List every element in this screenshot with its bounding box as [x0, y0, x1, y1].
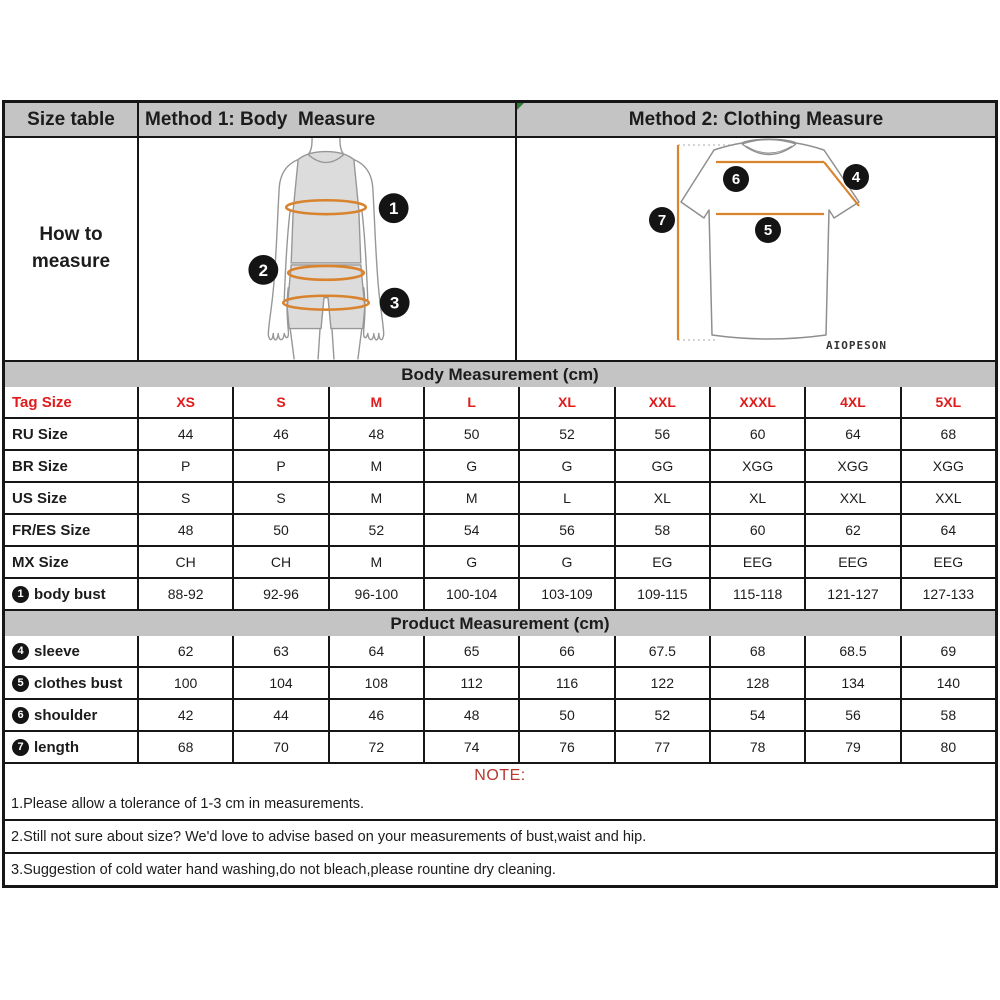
row-label: [5, 547, 137, 577]
svg-text:3: 3: [389, 293, 400, 313]
cell: 104: [232, 668, 327, 698]
cell: 58: [614, 515, 709, 545]
cell: 80: [900, 732, 995, 762]
cell: 52: [614, 700, 709, 730]
cell: 77: [614, 732, 709, 762]
method1-header: Method 1: Body Measure: [137, 103, 515, 136]
table-row: [5, 698, 995, 730]
cell: 68: [137, 732, 232, 762]
cell: 58: [900, 700, 995, 730]
cell: 44: [137, 419, 232, 449]
cell: 48: [137, 515, 232, 545]
note-item: 1.Please allow a tolerance of 1-3 cm in measurements.: [11, 795, 365, 812]
comment-flag-icon: [517, 103, 524, 110]
cell: XGG: [900, 451, 995, 481]
brand-label: AIOPESON: [826, 339, 887, 352]
svg-text:2: 2: [258, 260, 269, 280]
cell: 60: [709, 515, 804, 545]
cell: 79: [804, 732, 899, 762]
row-label: [5, 515, 137, 545]
method2-header-label: Method 2: Clothing Measure: [628, 108, 884, 130]
marker-7-icon: 7: [12, 739, 29, 756]
illustration-row: [5, 136, 995, 360]
body-table: [5, 387, 995, 609]
cell: P: [137, 451, 232, 481]
svg-text:7: 7: [657, 212, 667, 229]
cell: EEG: [804, 547, 899, 577]
cell: 134: [804, 668, 899, 698]
cell: 66: [518, 636, 613, 666]
cell: 100-104: [423, 579, 518, 609]
cell: 67.5: [614, 636, 709, 666]
cell: 109-115: [614, 579, 709, 609]
cell: 122: [614, 668, 709, 698]
body-figure-icon: [139, 138, 515, 360]
cell: 103-109: [518, 579, 613, 609]
row-label-text: Tag Size: [12, 393, 72, 411]
cell: XXL: [614, 387, 709, 417]
cell: G: [423, 547, 518, 577]
cell: 50: [518, 700, 613, 730]
row-label-text: US Size: [12, 489, 68, 507]
cell: 63: [232, 636, 327, 666]
row-label-text: clothes bust: [34, 674, 123, 692]
cell: 64: [804, 419, 899, 449]
cell: S: [232, 483, 327, 513]
cell: 50: [232, 515, 327, 545]
product-table: [5, 636, 995, 762]
table-row: [5, 636, 995, 666]
cell: 115-118: [709, 579, 804, 609]
table-row: [5, 449, 995, 481]
cell: 52: [328, 515, 423, 545]
cell: 48: [423, 700, 518, 730]
table-row: [5, 577, 995, 609]
cell: EEG: [709, 547, 804, 577]
cell: 78: [709, 732, 804, 762]
cell: 72: [328, 732, 423, 762]
body-measure-illustration: [137, 138, 515, 360]
cell: 44: [232, 700, 327, 730]
cell: 112: [423, 668, 518, 698]
cell: 4XL: [804, 387, 899, 417]
cell: L: [518, 483, 613, 513]
cell: 65: [423, 636, 518, 666]
cell: XL: [518, 387, 613, 417]
marker-6-icon: 6: [12, 707, 29, 724]
table-row: [5, 545, 995, 577]
cell: 56: [804, 700, 899, 730]
cell: XXL: [900, 483, 995, 513]
cell: 46: [232, 419, 327, 449]
cell: 64: [328, 636, 423, 666]
cell: 54: [709, 700, 804, 730]
cell: S: [232, 387, 327, 417]
svg-text:4: 4: [851, 169, 861, 186]
product-measurement-title: Product Measurement (cm): [5, 611, 995, 636]
note-item: 2.Still not sure about size? We'd love to advise based on your measurements of bust,waist and hip.: [11, 828, 647, 845]
row-label-text: body bust: [34, 585, 106, 603]
cell: 42: [137, 700, 232, 730]
cell: CH: [137, 547, 232, 577]
row-label: [5, 387, 137, 417]
cell: GG: [614, 451, 709, 481]
table-row: [5, 730, 995, 762]
row-label: [5, 668, 137, 698]
table-row: [5, 481, 995, 513]
row-label-text: sleeve: [34, 642, 80, 660]
table-row: [5, 513, 995, 545]
cell: G: [423, 451, 518, 481]
notes-list: [5, 788, 995, 885]
svg-text:1: 1: [388, 199, 399, 219]
cell: 108: [328, 668, 423, 698]
cell: L: [423, 387, 518, 417]
row-label: [5, 483, 137, 513]
tag-size-row: [5, 387, 995, 417]
cell: M: [328, 547, 423, 577]
cell: 48: [328, 419, 423, 449]
method2-header: [515, 103, 995, 136]
cell: G: [518, 451, 613, 481]
cell: 62: [804, 515, 899, 545]
row-label: [5, 732, 137, 762]
cell: 92-96: [232, 579, 327, 609]
row-label: [5, 579, 137, 609]
cell: 56: [518, 515, 613, 545]
how-to-measure-label: How to measure: [31, 224, 111, 272]
note-title: NOTE:: [474, 767, 526, 784]
note-item: 3.Suggestion of cold water hand washing,do not bleach,please rountine dry cleaning.: [11, 861, 556, 878]
cell: 46: [328, 700, 423, 730]
marker-4-icon: 4: [12, 643, 29, 660]
cell: 60: [709, 419, 804, 449]
cell: 121-127: [804, 579, 899, 609]
cell: M: [328, 483, 423, 513]
row-label-text: length: [34, 738, 79, 756]
cell: 62: [137, 636, 232, 666]
cell: 128: [709, 668, 804, 698]
cell: 50: [423, 419, 518, 449]
cell: XXXL: [709, 387, 804, 417]
cell: 52: [518, 419, 613, 449]
cell: M: [328, 387, 423, 417]
cell: 116: [518, 668, 613, 698]
svg-text:5: 5: [763, 222, 773, 239]
row-label: [5, 451, 137, 481]
row-label: [5, 700, 137, 730]
cell: EG: [614, 547, 709, 577]
svg-text:6: 6: [731, 171, 741, 188]
body-measurement-title: Body Measurement (cm): [5, 362, 995, 387]
cell: 69: [900, 636, 995, 666]
row-label-text: MX Size: [12, 553, 69, 571]
marker-5-icon: 5: [12, 675, 29, 692]
marker-1-icon: 1: [12, 586, 29, 603]
size-chart: [2, 100, 998, 888]
clothing-measure-illustration: [515, 138, 995, 360]
cell: XGG: [709, 451, 804, 481]
chart-header-row: [5, 103, 995, 136]
row-label-text: RU Size: [12, 425, 68, 443]
cell: XXL: [804, 483, 899, 513]
table-row: [5, 417, 995, 449]
cell: G: [518, 547, 613, 577]
cell: CH: [232, 547, 327, 577]
row-label: [5, 419, 137, 449]
row-label: [5, 636, 137, 666]
cell: 70: [232, 732, 327, 762]
cell: 100: [137, 668, 232, 698]
cell: XL: [709, 483, 804, 513]
row-label-text: BR Size: [12, 457, 68, 475]
row-label-text: shoulder: [34, 706, 98, 724]
cell: S: [137, 483, 232, 513]
cell: M: [423, 483, 518, 513]
cell: 76: [518, 732, 613, 762]
cell: XL: [614, 483, 709, 513]
cell: M: [328, 451, 423, 481]
cell: 54: [423, 515, 518, 545]
cell: P: [232, 451, 327, 481]
cell: 140: [900, 668, 995, 698]
cell: 74: [423, 732, 518, 762]
size-table-header: Size table: [27, 108, 115, 130]
cell: 96-100: [328, 579, 423, 609]
cell: 56: [614, 419, 709, 449]
tshirt-figure-icon: [517, 138, 995, 360]
cell: XGG: [804, 451, 899, 481]
cell: 68: [709, 636, 804, 666]
cell: 64: [900, 515, 995, 545]
cell: 68.5: [804, 636, 899, 666]
cell: 127-133: [900, 579, 995, 609]
table-row: [5, 666, 995, 698]
cell: EEG: [900, 547, 995, 577]
cell: 88-92: [137, 579, 232, 609]
cell: 5XL: [900, 387, 995, 417]
cell: 68: [900, 419, 995, 449]
cell: XS: [137, 387, 232, 417]
row-label-text: FR/ES Size: [12, 521, 91, 539]
